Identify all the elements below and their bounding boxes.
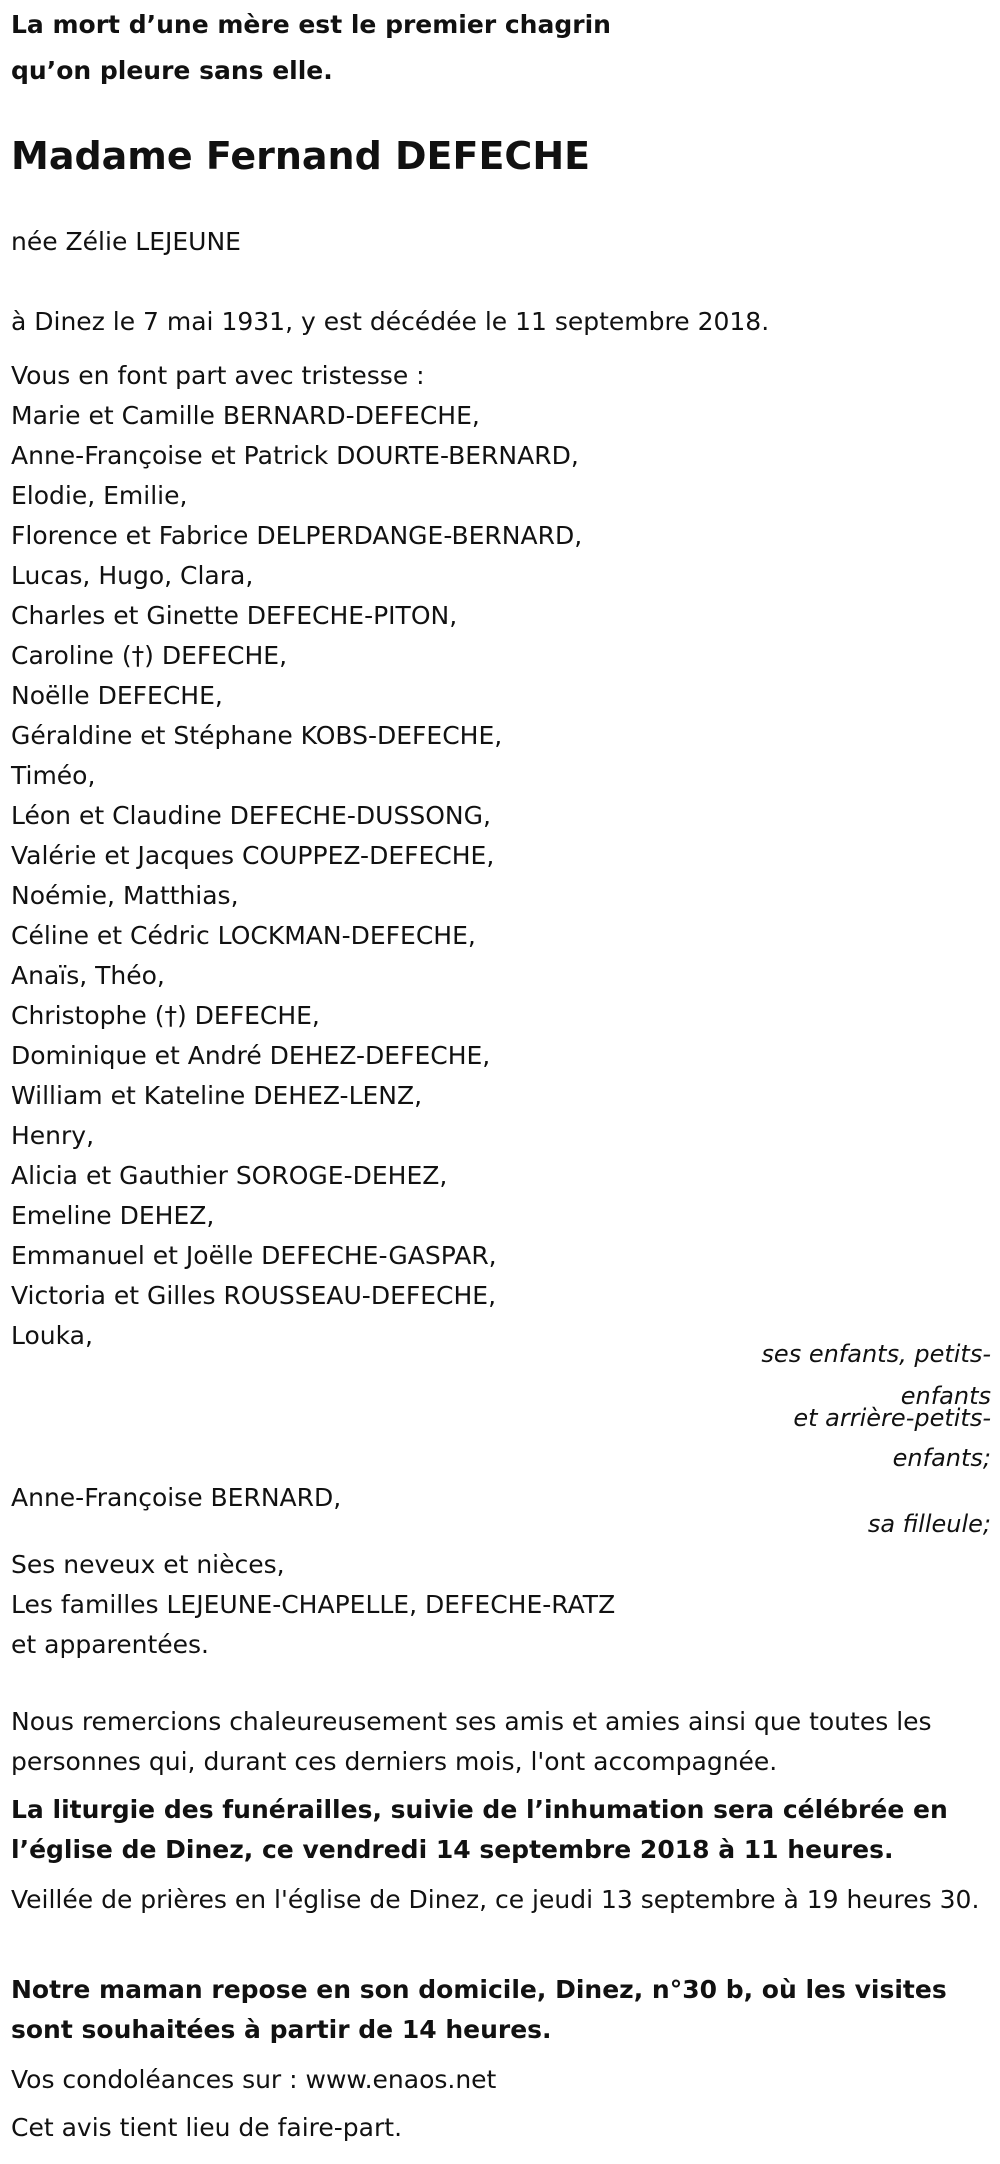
family-member: Géraldine et Stéphane KOBS-DEFECHE, — [11, 721, 503, 750]
quote-line-2: qu’on pleure sans elle. — [11, 56, 333, 85]
goddaughter-name: Anne-Françoise BERNARD, — [11, 1483, 342, 1512]
family-member: Emmanuel et Joëlle DEFECHE-GASPAR, — [11, 1241, 497, 1270]
family-member: Emeline DEHEZ, — [11, 1201, 215, 1230]
epigraph-quote — [11, 0, 991, 94]
maiden-name: née Zélie LEJEUNE — [11, 227, 241, 256]
vigil-paragraph: Veillée de prières en l'église de Dinez, ce jeudi 13 septembre à 19 heures 30. — [11, 1885, 980, 1914]
family-member: Florence et Fabrice DELPERDANGE-BERNARD, — [11, 521, 583, 550]
funeral-paragraph: La liturgie des funérailles, suivie de l’inhumation sera célébrée en l’église de Dinez, ce vendredi 14 septembre 2018 à 11 heures. — [11, 1795, 948, 1864]
family-member: Anaïs, Théo, — [11, 961, 165, 990]
family-member: Lucas, Hugo, Clara, — [11, 561, 254, 590]
role-children-line-4: enfants; — [892, 1444, 991, 1472]
family-member: Marie et Camille BERNARD-DEFECHE, — [11, 401, 480, 430]
repose-paragraph: Notre maman repose en son domicile, Dinez, n°30 b, où les visites sont souhaitées à partir de 14 heures. — [11, 1975, 947, 2044]
family-member: Alicia et Gauthier SOROGE-DEHEZ, — [11, 1161, 448, 1190]
extended-family — [11, 1545, 991, 1665]
family-member: Caroline (†) DEFECHE, — [11, 641, 288, 670]
role-children-line-1: ses enfants, petits- — [761, 1340, 991, 1368]
extended-line: Ses neveux et nièces, — [11, 1550, 285, 1579]
intro-line: Vous en font part avec tristesse : — [11, 361, 425, 390]
notice-line: Cet avis tient lieu de faire-part. — [11, 2113, 403, 2142]
extended-line: Les familles LEJEUNE-CHAPELLE, DEFECHE-RATZ — [11, 1590, 616, 1619]
family-member: Céline et Cédric LOCKMAN-DEFECHE, — [11, 921, 476, 950]
family-member: Léon et Claudine DEFECHE-DUSSONG, — [11, 801, 491, 830]
family-member: Noémie, Matthias, — [11, 881, 239, 910]
family-member: Timéo, — [11, 761, 96, 790]
condolences-line: Vos condoléances sur : www.enaos.net — [11, 2065, 497, 2094]
role-goddaughter: sa filleule; — [867, 1510, 991, 1538]
family-member: Christophe (†) DEFECHE, — [11, 1001, 320, 1030]
role-children-line-2: enfants — [900, 1382, 991, 1410]
family-member: Louka, — [11, 1321, 93, 1350]
extended-line: et apparentées. — [11, 1630, 209, 1659]
birth-death-dates: à Dinez le 7 mai 1931, y est décédée le 11 septembre 2018. — [11, 307, 770, 336]
role-children-line-3: et arrière-petits- — [793, 1404, 991, 1432]
family-member: Elodie, Emilie, — [11, 481, 188, 510]
family-member: Valérie et Jacques COUPPEZ-DEFECHE, — [11, 841, 495, 870]
mourners-list — [11, 356, 582, 1356]
family-member: Henry, — [11, 1121, 95, 1150]
thanks-paragraph: Nous remercions chaleureusement ses amis et amies ainsi que toutes les personnes qui, durant ces derniers mois, l'ont accompagnée. — [11, 1707, 932, 1776]
family-member: Anne-Françoise et Patrick DOURTE-BERNARD, — [11, 441, 579, 470]
quote-line-1: La mort d’une mère est le premier chagrin — [11, 10, 611, 39]
family-member: Charles et Ginette DEFECHE-PITON, — [11, 601, 458, 630]
family-member: Noëlle DEFECHE, — [11, 681, 223, 710]
family-member: Dominique et André DEHEZ-DEFECHE, — [11, 1041, 491, 1070]
deceased-name: Madame Fernand DEFECHE — [11, 134, 591, 178]
family-member: William et Kateline DEHEZ-LENZ, — [11, 1081, 423, 1110]
family-member: Victoria et Gilles ROUSSEAU-DEFECHE, — [11, 1281, 497, 1310]
obituary-notice — [11, 0, 991, 2142]
